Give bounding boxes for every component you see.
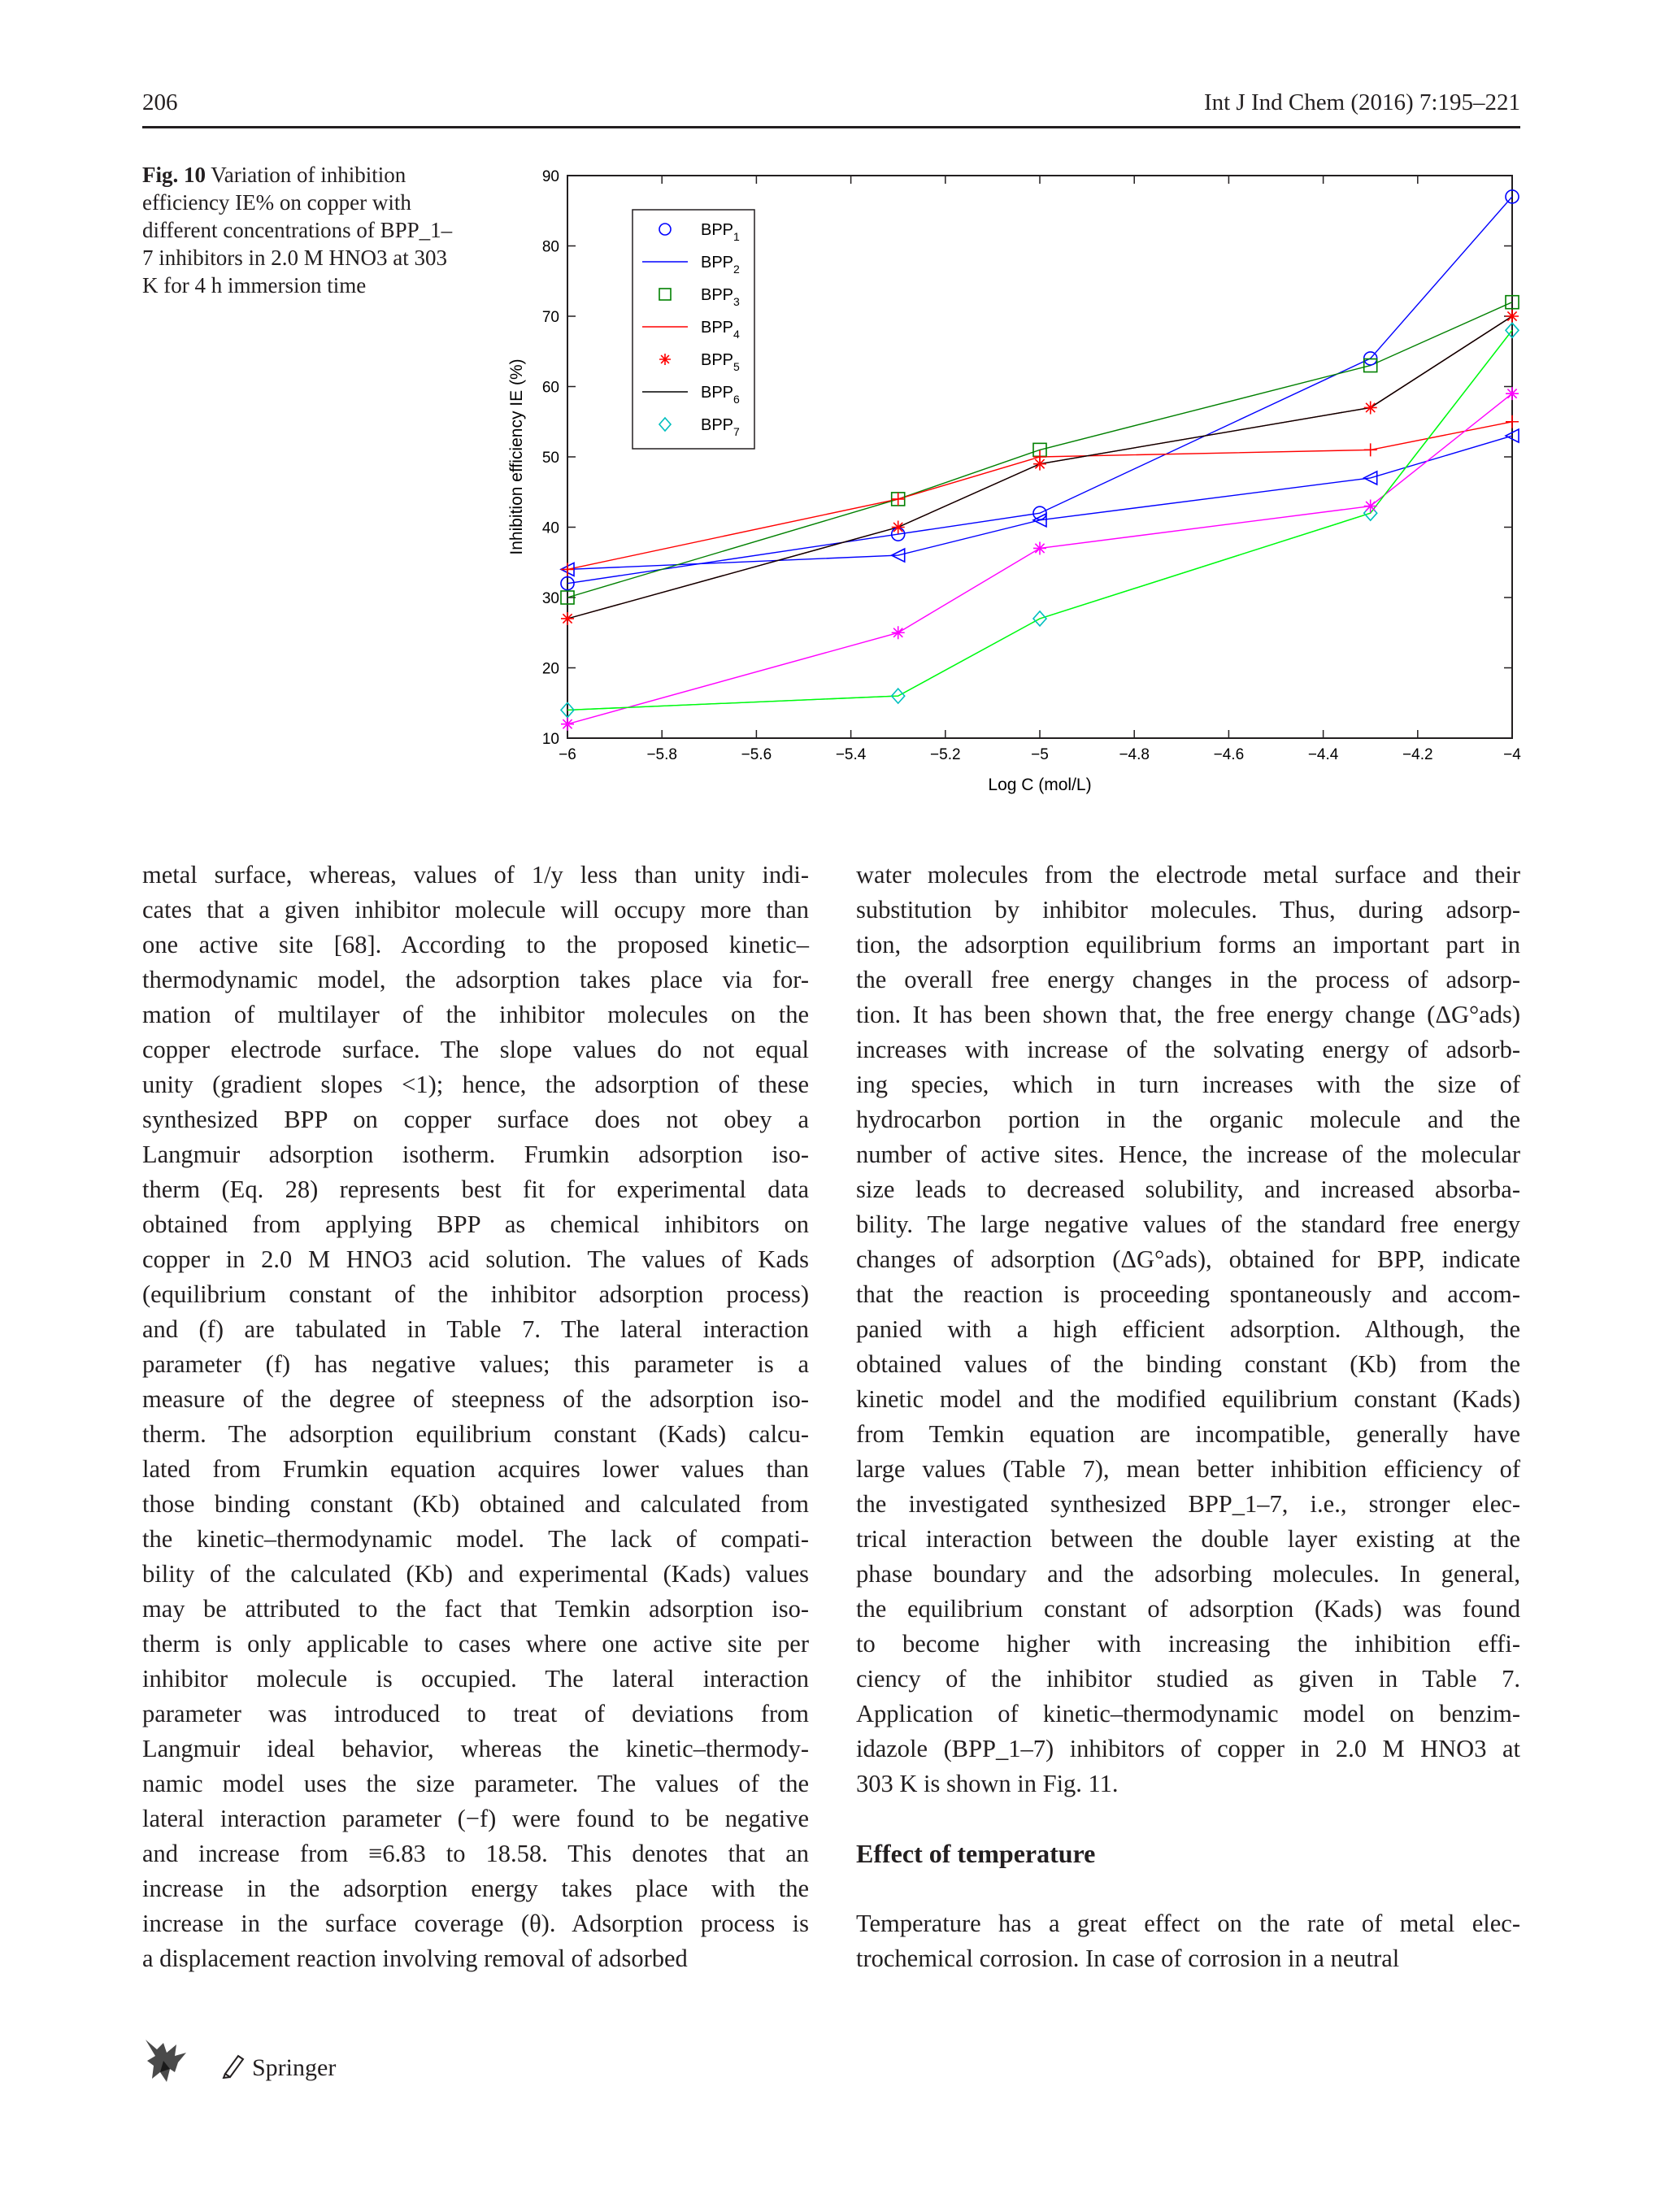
text-line: Temperature has a great effect on the rate of metal elec- — [856, 1910, 1520, 1937]
text-line: size leads to decreased solubility, and increased absorba- — [856, 1176, 1520, 1203]
page-number: 206 — [142, 89, 178, 115]
hexagram-marker — [1506, 387, 1519, 400]
text-line: the equilibrium constant of adsorption (Kads) was found — [856, 1595, 1520, 1623]
text-line: changes of adsorption (ΔG°ads), obtained for BPP, indicate — [856, 1245, 1520, 1273]
text-line: to become higher with increasing the inhibition effi- — [856, 1630, 1520, 1658]
text-line: bility of the calculated (Kb) and experimental (Kads) values — [142, 1560, 809, 1588]
section-heading: Effect of temperature — [856, 1839, 1096, 1868]
x-tick-label: −5.2 — [930, 746, 961, 763]
x-tick-label: −6 — [559, 746, 576, 763]
x-tick-label: −5.4 — [835, 746, 867, 763]
text-line: may be attributed to the fact that Temkin adsorption iso- — [142, 1595, 809, 1623]
y-tick-label: 50 — [541, 450, 559, 467]
legend-label-subscript: 5 — [733, 360, 740, 373]
text-line: the overall free energy changes in the process of adsorp- — [856, 966, 1520, 993]
hexagram-marker — [1033, 541, 1046, 554]
text-line: one active site [68]. According to the proposed kinetic– — [142, 931, 809, 958]
legend-label-subscript: 1 — [733, 230, 740, 243]
text-line: kinetic model and the modified equilibrium constant (Kads) — [856, 1385, 1520, 1413]
body-column-left — [142, 858, 809, 1976]
text-line: idazole (BPP_1–7) inhibitors of copper in 2.0 M HNO3 at — [856, 1735, 1520, 1762]
text-line: obtained from applying BPP as chemical inhibitors on — [142, 1210, 809, 1238]
text-line: lated from Frumkin equation acquires lower values than — [142, 1455, 809, 1483]
y-tick-label: 70 — [541, 309, 559, 326]
springer-horse-logo — [142, 2036, 189, 2087]
text-line: copper in 2.0 M HNO3 acid solution. The values of Kads — [142, 1245, 809, 1273]
figure-caption — [142, 161, 459, 299]
legend-label-subscript: 4 — [733, 328, 740, 341]
spacer — [856, 1871, 1520, 1906]
legend-label-text: BPP — [701, 384, 734, 402]
text-line: increases with increase of the solvating energy of adsorb- — [856, 1036, 1520, 1063]
journal-reference: Int J Ind Chem (2016) 7:195–221 — [1203, 89, 1520, 115]
hexagram-marker — [1364, 500, 1377, 513]
y-tick-label: 60 — [541, 379, 559, 397]
y-tick-label: 40 — [541, 519, 559, 537]
publisher-name: Springer — [252, 2054, 337, 2081]
text-line: phase boundary and the adsorbing molecules. In general, — [856, 1560, 1520, 1588]
legend-label-text: BPP — [701, 254, 734, 272]
inhibition-efficiency-chart — [472, 154, 1528, 805]
text-line: Application of kinetic–thermodynamic model on benzim- — [856, 1700, 1520, 1727]
y-tick-label: 90 — [541, 168, 559, 185]
text-line: ing species, which in turn increases with the size of — [856, 1071, 1520, 1098]
text-line: lateral interaction parameter (−f) were found to be negative — [142, 1805, 809, 1832]
text-line: synthesized BPP on copper surface does not obey a — [142, 1106, 809, 1133]
x-tick-label: −4 — [1503, 746, 1521, 763]
figure-caption-text: Variation of inhibition efficiency IE% on copper with different concentrations of BPP_1–7 inhibitors in 2.0 M HNO3 at 303 K for 4 h immersion time — [142, 163, 453, 298]
chart-legend — [633, 210, 754, 449]
text-line: number of active sites. Hence, the increase of the molecular — [856, 1141, 1520, 1168]
text-line: those binding constant (Kb) obtained and calculated from — [142, 1490, 809, 1518]
y-tick-label: 30 — [541, 590, 559, 607]
legend-label-subscript: 3 — [733, 295, 740, 308]
x-axis-label: Log C (mol/L) — [988, 776, 1092, 794]
text-line: from Temkin equation are incompatible, generally have — [856, 1420, 1520, 1448]
x-tick-label: −5 — [1031, 746, 1049, 763]
text-line: increase in the surface coverage (θ). Adsorption process is — [142, 1910, 809, 1937]
text-line: hydrocarbon portion in the organic molecule and the — [856, 1106, 1520, 1133]
y-tick-label: 10 — [541, 731, 559, 748]
text-line: trochemical corrosion. In case of corrosion in a neutral — [856, 1945, 1400, 1972]
text-line: that the reaction is proceeding spontaneously and accom- — [856, 1280, 1520, 1308]
text-line: therm. The adsorption equilibrium constant (Kads) calcu- — [142, 1420, 809, 1448]
legend-label-text: BPP — [701, 221, 734, 239]
x-tick-label: −4.2 — [1402, 746, 1433, 763]
text-line: measure of the degree of steepness of the adsorption iso- — [142, 1385, 809, 1413]
text-line: tion, the adsorption equilibrium forms an important part in — [856, 931, 1520, 958]
header-rule — [142, 126, 1520, 128]
text-line: namic model uses the size parameter. The values of the — [142, 1770, 809, 1797]
text-line: obtained values of the binding constant (Kb) from the — [856, 1350, 1520, 1378]
text-line: Langmuir adsorption isotherm. Frumkin adsorption iso- — [142, 1141, 809, 1168]
text-line: trical interaction between the double layer existing at the — [856, 1525, 1520, 1553]
text-line: bility. The large negative values of the standard free energy — [856, 1210, 1520, 1238]
text-line: increase in the adsorption energy takes place with the — [142, 1875, 809, 1902]
star-marker — [892, 521, 905, 534]
spacer — [856, 1801, 1520, 1836]
y-tick-label: 80 — [541, 238, 559, 256]
text-line: substitution by inhibitor molecules. Thus, during adsorp- — [856, 896, 1520, 923]
legend-label-subscript: 6 — [733, 393, 740, 406]
text-line: mation of multilayer of the inhibitor molecules on the — [142, 1001, 809, 1028]
x-tick-label: −4.4 — [1307, 746, 1339, 763]
text-line: Langmuir ideal behavior, whereas the kinetic–thermody- — [142, 1735, 809, 1762]
text-line: large values (Table 7), mean better inhibition efficiency of — [856, 1455, 1520, 1483]
y-tick-label: 20 — [541, 660, 559, 678]
x-tick-label: −4.8 — [1119, 746, 1150, 763]
text-line: and increase from ≡6.83 to 18.58. This denotes that an — [142, 1840, 809, 1867]
legend-label-text: BPP — [701, 286, 734, 304]
text-line: copper electrode surface. The slope values do not equal — [142, 1036, 809, 1063]
text-line: ciency of the inhibitor studied as given in Table 7. — [856, 1665, 1520, 1693]
springer-pen-icon — [222, 2053, 246, 2079]
legend-label-text: BPP — [701, 416, 734, 434]
x-tick-label: −4.6 — [1213, 746, 1245, 763]
hexagram-marker — [561, 718, 574, 731]
legend-label-text: BPP — [701, 319, 734, 337]
x-tick-label: −5.6 — [741, 746, 772, 763]
star-marker — [1506, 310, 1519, 323]
legend-label-text: BPP — [701, 351, 734, 369]
text-line: tion. It has been shown that, the free energy change (ΔG°ads) — [856, 1001, 1520, 1028]
text-line: water molecules from the electrode metal surface and their — [856, 861, 1520, 889]
text-line: therm (Eq. 28) represents best fit for experimental data — [142, 1176, 809, 1203]
text-line: parameter (f) has negative values; this parameter is a — [142, 1350, 809, 1378]
text-line: parameter was introduced to treat of deviations from — [142, 1700, 809, 1727]
text-line: thermodynamic model, the adsorption takes place via for- — [142, 966, 809, 993]
text-line: metal surface, whereas, values of 1/y less than unity indi- — [142, 861, 809, 889]
star-marker — [1033, 458, 1046, 471]
text-line: (equilibrium constant of the inhibitor adsorption process) — [142, 1280, 809, 1308]
text-line: and (f) are tabulated in Table 7. The lateral interaction — [142, 1315, 809, 1343]
legend-label-subscript: 2 — [733, 263, 740, 276]
text-line: panied with a high efficient adsorption. Although, the — [856, 1315, 1520, 1343]
text-line: a displacement reaction involving removal of adsorbed — [142, 1945, 688, 1972]
body-column-right — [856, 858, 1520, 1976]
hexagram-marker — [892, 626, 905, 639]
text-line: 303 K is shown in Fig. 11. — [856, 1770, 1119, 1797]
y-axis-label: Inhibition efficiency IE (%) — [507, 359, 526, 555]
x-tick-label: −5.8 — [646, 746, 677, 763]
text-line: the investigated synthesized BPP_1–7, i.e., stronger elec- — [856, 1490, 1520, 1518]
star-marker — [561, 612, 574, 625]
text-line: the kinetic–thermodynamic model. The lack of compati- — [142, 1525, 809, 1553]
text-line: therm is only applicable to cases where one active site per — [142, 1630, 809, 1658]
text-line: cates that a given inhibitor molecule will occupy more than — [142, 896, 809, 923]
text-line: inhibitor molecule is occupied. The lateral interaction — [142, 1665, 809, 1693]
text-line: unity (gradient slopes <1); hence, the adsorption of these — [142, 1071, 809, 1098]
figure-label: Fig. 10 — [142, 163, 206, 187]
legend-label-subscript: 7 — [733, 425, 740, 438]
